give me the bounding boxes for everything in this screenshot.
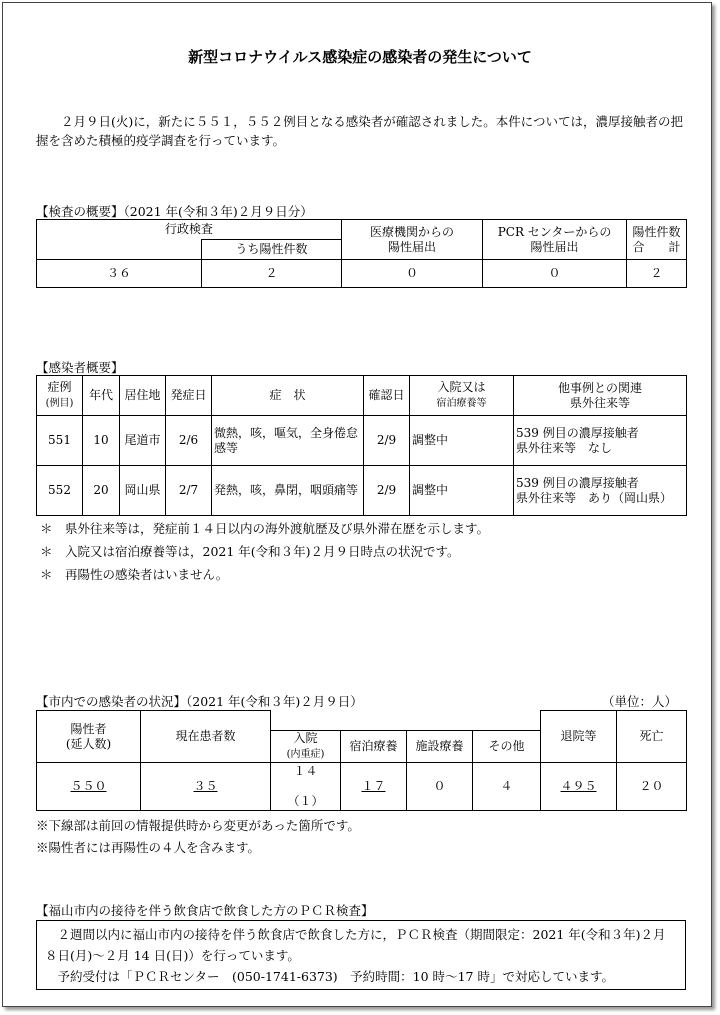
header-pcr: PCR センターからの 陽性届出	[483, 220, 627, 260]
city-table	[36, 710, 687, 811]
value-pcr: ０	[483, 260, 627, 288]
header-iryo: 医療機関からの 陽性届出	[342, 220, 483, 260]
case-status: 調整中	[410, 466, 514, 516]
pcr-heading: 【福山市内の接待を伴う飲食店で飲食した方のＰＣＲ検査】	[36, 903, 374, 918]
inspection-heading: 【検査の概要】（2021 年(令和３年)２月９日分）	[36, 204, 313, 219]
page-title: 新型コロナウイルス感染症の感染者の発生について	[188, 48, 532, 66]
inspection-table	[36, 219, 687, 288]
header-blank	[271, 711, 541, 731]
header-positive: 陽性者 (延人数)	[37, 711, 141, 763]
case-number: 552	[37, 466, 83, 516]
header-death: 死亡	[617, 711, 687, 763]
case-number: 551	[37, 416, 83, 466]
header-other: その他	[473, 731, 541, 763]
case-residence: 岡山県	[120, 466, 166, 516]
header-current: 現在患者数	[141, 711, 271, 763]
value-hotel: １７	[341, 763, 407, 811]
city-unit: （単位：人）	[602, 694, 678, 709]
case-relation: 539 例目の濃厚接触者 県外往来等 なし	[514, 416, 687, 466]
table-row	[37, 416, 687, 466]
cases-table	[36, 375, 687, 516]
case-relation: 539 例目の濃厚接触者 県外往来等 あり（岡山県）	[514, 466, 687, 516]
value-positive: ５５０	[37, 763, 141, 811]
header-total: 陽性件数 合 計	[627, 220, 687, 260]
value-discharged: ４９５	[541, 763, 617, 811]
case-onset: 2/6	[166, 416, 212, 466]
header-hotel: 宿泊療養	[341, 731, 407, 763]
city-note-2: ※陽性者には再陽性の４人を含みます。	[36, 840, 261, 855]
case-confirmed: 2/9	[364, 466, 410, 516]
header-facility: 施設療養	[407, 731, 473, 763]
case-residence: 尾道市	[120, 416, 166, 466]
case-symptoms: 微熱，咳，嘔気，全身倦怠感等	[212, 416, 364, 466]
value-total: ２	[627, 260, 687, 288]
value-hospital: １４ （１）	[271, 763, 341, 811]
case-onset: 2/7	[166, 466, 212, 516]
case-status: 調整中	[410, 416, 514, 466]
header-residence: 居住地	[120, 376, 166, 416]
header-age: 年代	[83, 376, 120, 416]
header-hospital: 入院 (内重症)	[271, 731, 341, 763]
header-discharged: 退院等	[541, 711, 617, 763]
case-symptoms: 発熱，咳，鼻閉，咽頭痛等	[212, 466, 364, 516]
intro-paragraph	[36, 112, 686, 150]
case-age: 10	[83, 416, 120, 466]
value-other: ４	[473, 763, 541, 811]
intro-text: ２月９日(火)に，新たに５５１，５５２例目となる感染者が確認されました。本件については，濃厚接触者の把握を含めた積極的疫学調査を行っています。	[36, 114, 684, 148]
pcr-info-box	[36, 920, 686, 990]
value-uchi: ２	[202, 260, 342, 288]
value-death: ２０	[617, 763, 687, 811]
value-current: ３５	[141, 763, 271, 811]
header-symptoms: 症 状	[212, 376, 364, 416]
header-confirmed: 確認日	[364, 376, 410, 416]
case-note-2: ＊ 入院又は宿泊療養等は，2021 年(令和３年)２月９日時点の状況です。	[40, 544, 460, 559]
pcr-text-1: ２週間以内に福山市内の接待を伴う飲食店で飲食した方に，ＰＣＲ検査（期間限定：2021 年(令和３年)２月８日(月)～２月 14 日(日)）を行っています。	[45, 927, 666, 963]
city-heading: 【市内での感染者の状況】（2021 年(令和３年)２月９日）	[36, 694, 363, 709]
value-facility: ０	[407, 763, 473, 811]
header-onset: 発症日	[166, 376, 212, 416]
case-confirmed: 2/9	[364, 416, 410, 466]
cases-heading: 【感染者概要】	[36, 360, 124, 375]
case-note-3: ＊ 再陽性の感染者はいません。	[40, 567, 229, 582]
header-hospital: 入院又は 宿泊療養等	[410, 376, 514, 416]
header-gyosei: 行政検査	[37, 220, 342, 240]
case-note-1: ＊ 県外往来等は，発症前１４日以内の海外渡航歴及び県外滞在歴を示します。	[40, 521, 490, 536]
header-relation: 他事例との関連 県外往来等	[514, 376, 687, 416]
table-row	[37, 466, 687, 516]
case-age: 20	[83, 466, 120, 516]
value-gyosei: ３６	[37, 260, 202, 288]
pcr-text-2: 予約受付は「ＰＣＲセンター (050-1741-6373) 予約時間：10 時～17 時」で対応しています。	[57, 969, 614, 984]
header-uchi: うち陽性件数	[202, 240, 342, 260]
city-note-1: ※下線部は前回の情報提供時から変更があった箇所です。	[36, 818, 360, 833]
header-gyosei-blank	[37, 240, 202, 260]
header-case: 症例 (例目)	[37, 376, 83, 416]
value-iryo: ０	[342, 260, 483, 288]
